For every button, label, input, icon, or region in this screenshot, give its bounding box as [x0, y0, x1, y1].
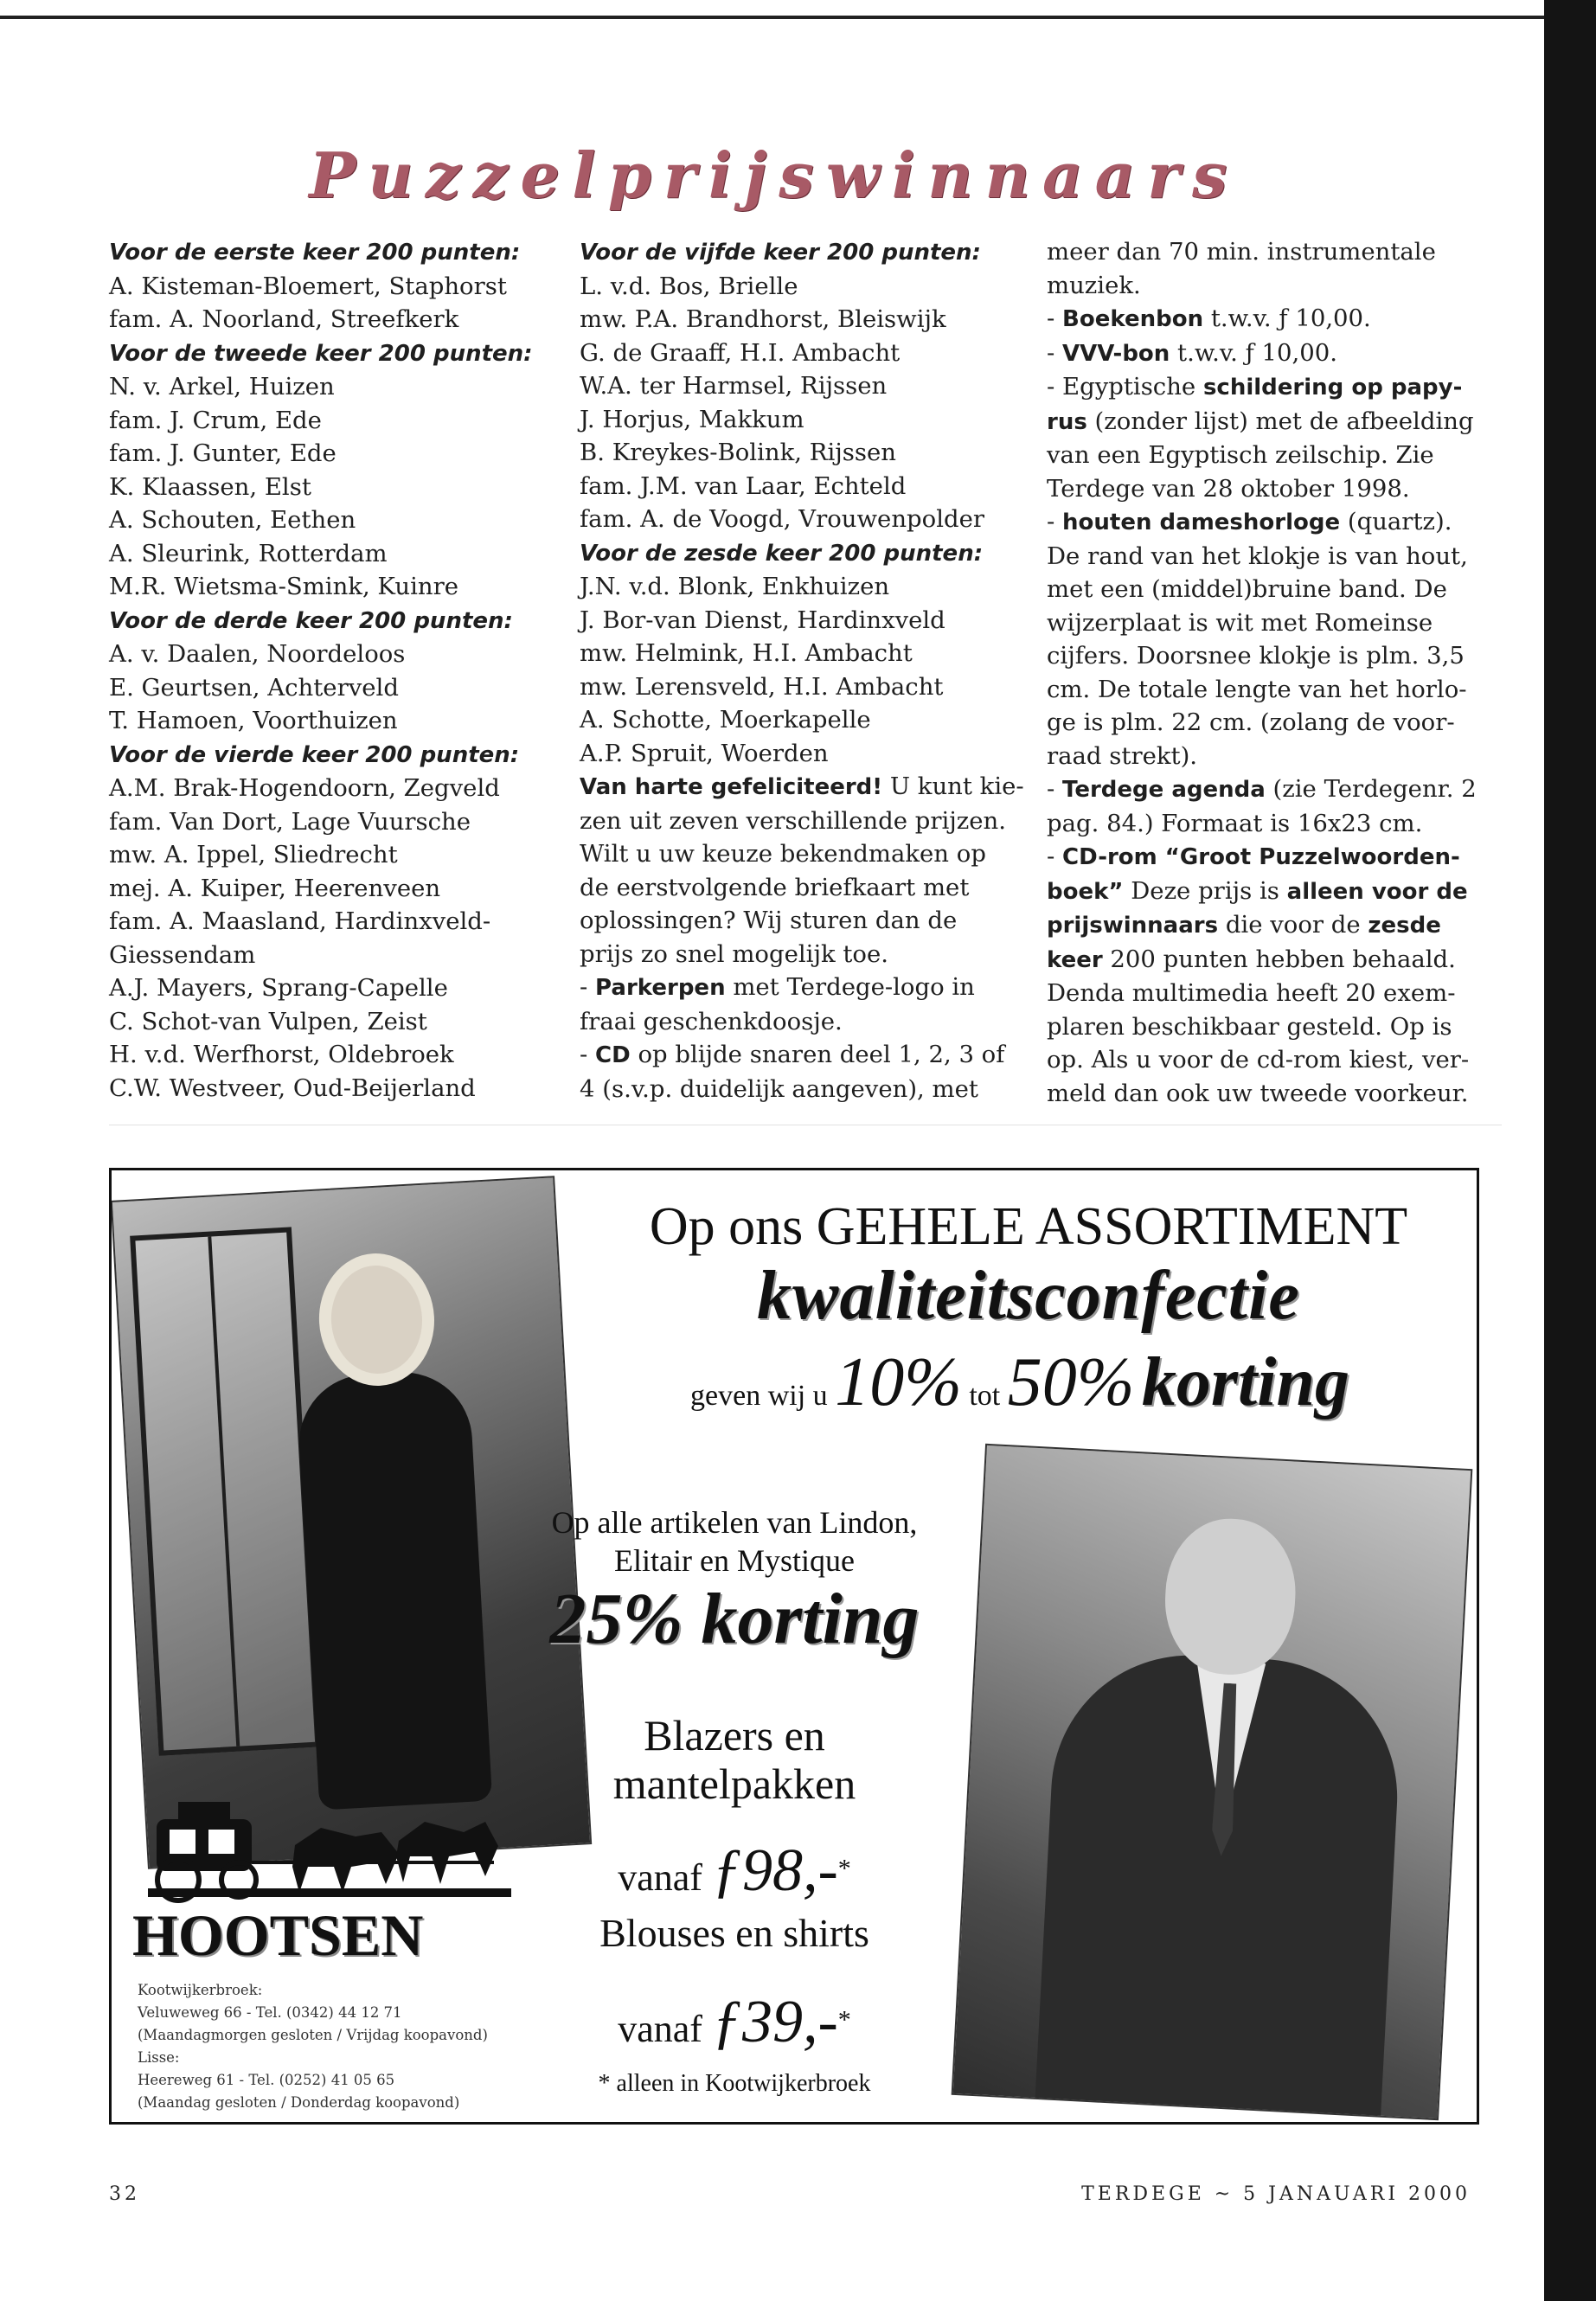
text-line	[580, 637, 1064, 670]
text: prijs zo snel mogelijk toe.	[580, 939, 889, 968]
text: Terdege van 28 oktober 1998.	[1047, 474, 1410, 503]
text-line	[109, 805, 593, 839]
text-line	[1047, 505, 1531, 540]
text-line	[109, 270, 593, 304]
ad-headline: Op ons GEHELE ASSORTIMENT	[649, 1197, 1408, 1256]
ad-footnote: * alleen in Kootwijkerbroek	[598, 2070, 871, 2097]
text: G. de Graaff, H.I. Ambacht	[580, 338, 901, 367]
bold-text: schildering op papy-	[1202, 375, 1463, 401]
text-line	[109, 905, 593, 939]
price-amount: ƒ98,-	[711, 1837, 838, 1904]
text: mej. A. Kuiper, Heerenveen	[109, 874, 441, 902]
text-line	[1047, 1077, 1531, 1111]
text: plaren beschikbaar gesteld. Op is	[1047, 1012, 1452, 1041]
text-line	[1047, 1043, 1531, 1077]
text: fam. Van Dort, Lage Vuursche	[109, 807, 471, 836]
page-title: Puzzelprijswinnaars	[309, 138, 1240, 212]
column-3	[1047, 235, 1531, 1110]
ad-brand-discount: 25% korting	[549, 1579, 920, 1659]
text-line	[580, 737, 1064, 771]
address-line: Kootwijkerbroek:	[138, 1982, 263, 1998]
ad-discount-line	[561, 1343, 1478, 1422]
address-line: (Maandagmorgen gesloten / Vrijdag koopavond)	[138, 2027, 488, 2043]
text: -	[1047, 508, 1063, 535]
text: Deze prijs is	[1123, 876, 1287, 905]
woman-head	[329, 1263, 426, 1376]
text: J. Bor-van Dienst, Hardinxveld	[580, 606, 945, 634]
text-line	[109, 1072, 593, 1106]
text: B. Kreykes-Bolink, Rijssen	[580, 439, 896, 466]
text: de eerstvolgende briefkaart met	[580, 873, 970, 901]
text: Denda multimedia heeft 20 exem-	[1047, 979, 1456, 1007]
text: mw. Helmink, H.I. Ambacht	[580, 639, 913, 667]
photo-man	[952, 1444, 1473, 2120]
text-line	[580, 670, 1064, 704]
text-line	[109, 1038, 596, 1072]
discount-word: korting	[1141, 1344, 1349, 1420]
text-line	[580, 470, 1064, 503]
blazers-line: mantelpakken	[612, 1759, 856, 1808]
text-line	[109, 303, 593, 336]
blazers-line: Blazers en	[644, 1711, 825, 1759]
text-line	[580, 536, 1064, 571]
text-line	[1047, 472, 1531, 506]
text-line	[1047, 439, 1531, 472]
text-line	[109, 336, 593, 371]
bold-text: CD	[595, 1042, 631, 1068]
text: oplossingen? Wij sturen dan de	[580, 907, 958, 934]
text-line	[1047, 673, 1531, 707]
publication-line: TERDEGE ~ 5 JANAUARI 2000	[1081, 2183, 1471, 2205]
text: mw. Lerensveld, H.I. Ambacht	[580, 672, 944, 701]
bold-text: boek”	[1047, 878, 1124, 905]
text: A.J. Mayers, Sprang-Capelle	[109, 974, 448, 1002]
text: A. Kisteman-Bloemert, Staphorst	[109, 272, 507, 300]
text-line	[109, 872, 593, 906]
text: A. Sleurink, Rotterdam	[109, 539, 388, 567]
text-line	[1047, 573, 1531, 606]
column-1	[109, 235, 596, 1105]
text: A.M. Brak-Hogendoorn, Zegveld	[109, 774, 500, 802]
scan-edge-top	[0, 16, 1548, 19]
man-head	[1162, 1516, 1299, 1678]
text-line	[580, 703, 1064, 737]
ad-brands	[492, 1503, 977, 1580]
text: J.N. v.d. Blonk, Enkhuizen	[580, 573, 890, 600]
text-line	[1047, 370, 1531, 405]
text: met Terdege-logo in	[725, 973, 975, 1001]
bold-text: Boekenbon	[1062, 306, 1204, 332]
text-line	[1047, 1010, 1531, 1044]
bold-text: CD-rom “Groot Puzzelwoorden-	[1062, 844, 1460, 870]
bold-text: rus	[1047, 408, 1087, 435]
text-line	[1047, 405, 1531, 439]
text-line	[580, 938, 1064, 971]
text: -	[1047, 338, 1063, 367]
text-line	[109, 537, 593, 571]
text-line	[109, 604, 593, 638]
text: A. Schouten, Eethen	[109, 506, 356, 534]
text: A. v. Daalen, Noordeloos	[109, 640, 406, 668]
text-line	[109, 1005, 593, 1039]
text: t.w.v. ƒ 10,00.	[1203, 304, 1371, 332]
bold-text: VVV-bon	[1062, 340, 1170, 367]
text: W.A. ter Harmsel, Rijssen	[580, 372, 888, 400]
bold-text: alleen voor de	[1286, 878, 1468, 905]
bold-text: zesde	[1368, 913, 1441, 939]
text: meer dan 70 min. instrumentale	[1047, 238, 1436, 266]
text: -	[580, 973, 596, 1001]
text-line	[109, 503, 593, 537]
text: T. Hamoen, Voorthuizen	[109, 707, 398, 734]
text: fam. A. Maasland, Hardinxveld-	[109, 907, 491, 935]
text-line	[580, 570, 1064, 604]
text: fam. J. Gunter, Ede	[109, 439, 337, 467]
text-line	[1047, 639, 1531, 673]
bold-text: prijswinnaars	[1047, 913, 1219, 939]
text-line	[580, 503, 1064, 536]
text: mw. P.A. Brandhorst, Bleiswijk	[580, 305, 946, 333]
text-line	[1047, 606, 1531, 640]
text: Wilt u uw keuze bekendmaken op	[580, 840, 986, 868]
text: H. v.d. Werfhorst, Oldebroek	[109, 1041, 454, 1068]
text-line	[580, 369, 1064, 403]
text: - Egyptische	[1047, 373, 1203, 401]
text: K. Klaassen, Elst	[109, 472, 311, 501]
text-line	[580, 270, 1064, 304]
text-line	[1047, 540, 1531, 574]
text-line	[580, 235, 1064, 270]
text-line	[1047, 840, 1531, 875]
text: zen uit zeven verschillende prijzen.	[580, 806, 1006, 835]
text: A. Schotte, Moerkapelle	[580, 706, 871, 734]
text-line	[580, 770, 1064, 804]
text-line	[1047, 908, 1531, 943]
text: meld dan ook uw tweede voorkeur.	[1047, 1079, 1469, 1107]
text-line	[580, 1038, 1064, 1073]
text: fam. J.M. van Laar, Echteld	[580, 471, 907, 500]
text-line	[580, 837, 1064, 871]
price-mark: *	[837, 2005, 851, 2035]
text: De rand van het klokje is van hout,	[1047, 542, 1468, 570]
text: mw. A. Ippel, Sliedrecht	[109, 841, 398, 868]
text: muziek.	[1047, 271, 1141, 299]
text-line	[580, 904, 1064, 938]
discount-to: tot	[969, 1380, 1001, 1412]
text-line	[109, 570, 593, 604]
text: E. Geurtsen, Achterveld	[109, 673, 399, 702]
text-line	[109, 838, 593, 872]
text-line	[580, 303, 1064, 336]
text: C.W. Westveer, Oud-Beijerland	[109, 1074, 476, 1102]
text-line	[1047, 943, 1531, 977]
address-line: Veluweweg 66 - Tel. (0342) 44 12 71	[138, 2004, 402, 2021]
text-line	[1047, 269, 1531, 303]
text: (zonder lijst) met de afbeelding	[1086, 407, 1474, 435]
carriage-logo-icon	[131, 1793, 511, 1906]
text-line	[580, 403, 1064, 437]
text-line	[1047, 706, 1531, 740]
text-line	[109, 638, 593, 671]
text-line	[109, 738, 593, 772]
text-line	[109, 404, 593, 438]
text-line	[109, 704, 593, 738]
text-line	[580, 1073, 1064, 1106]
hootsen-advertisement	[109, 1168, 1479, 2125]
text-line	[109, 939, 593, 972]
ad-blouses: Blouses en shirts	[599, 1911, 869, 1955]
text-line	[1047, 302, 1531, 336]
bold-text: Terdege agenda	[1062, 777, 1266, 803]
door-shape	[130, 1227, 320, 1756]
bold-text: Van harte gefeliciteerd!	[580, 774, 883, 800]
brand-name: HOOTSEN	[132, 1902, 424, 1968]
bold-text: keer	[1047, 946, 1103, 973]
text: ge is plm. 22 cm. (zolang de voor-	[1047, 708, 1455, 736]
text-line	[580, 436, 1064, 470]
text: Giessendam	[109, 940, 256, 969]
text-line	[580, 1005, 1064, 1039]
text: L. v.d. Bos, Brielle	[580, 272, 798, 300]
text: fam. J. Crum, Ede	[109, 406, 322, 434]
text: -	[1047, 775, 1063, 803]
text-line	[580, 971, 1064, 1005]
text-line	[1047, 807, 1531, 841]
text-line	[109, 471, 593, 504]
text-line	[580, 871, 1064, 905]
woman-figure	[296, 1368, 493, 1810]
text-line	[109, 437, 593, 471]
text: J. Horjus, Makkum	[580, 405, 804, 433]
text: met een (middel)bruine band. De	[1047, 575, 1447, 603]
text-line	[1047, 740, 1531, 773]
text: t.w.v. ƒ 10,00.	[1170, 338, 1337, 367]
discount-min: 10%	[835, 1344, 962, 1420]
text: -	[1047, 843, 1063, 870]
text: C. Schot-van Vulpen, Zeist	[109, 1007, 427, 1035]
text: 200 punten hebben behaald.	[1102, 945, 1456, 973]
text: -	[1047, 304, 1063, 332]
text-line	[109, 772, 593, 805]
discount-max: 50%	[1007, 1344, 1135, 1420]
address-line: Lisse:	[138, 2049, 180, 2066]
price-mark: *	[837, 1854, 851, 1883]
scan-edge-right	[1544, 0, 1596, 2301]
text: op. Als u voor de cd-rom kiest, ver-	[1047, 1046, 1470, 1074]
text: A.P. Spruit, Woerden	[580, 739, 829, 767]
store-addresses	[138, 1979, 535, 2114]
text: U kunt kie-	[882, 772, 1024, 800]
text-line	[109, 971, 596, 1005]
section-heading: Voor de zesde keer 200 punten:	[580, 540, 984, 567]
text: van een Egyptisch zeilschip. Zie	[1047, 441, 1434, 469]
text: -	[580, 1041, 596, 1068]
price-prefix: vanaf	[618, 1856, 702, 1899]
text: wijzerplaat is wit met Romeinse	[1047, 608, 1433, 637]
text: pag. 84.) Formaat is 16x23 cm.	[1047, 809, 1423, 837]
text: N. v. Arkel, Huizen	[109, 373, 335, 401]
text-line	[1047, 235, 1531, 269]
text-line	[109, 671, 593, 705]
bold-text: Parkerpen	[595, 975, 726, 1001]
address-line: (Maandag gesloten / Donderdag koopavond)	[138, 2094, 460, 2111]
section-heading: Voor de vijfde keer 200 punten:	[580, 240, 981, 266]
bold-text: houten dameshorloge	[1062, 510, 1341, 535]
section-heading: Voor de derde keer 200 punten:	[109, 607, 513, 634]
text: cijfers. Doorsnee klokje is plm. 3,5	[1047, 642, 1465, 670]
section-heading: Voor de vierde keer 200 punten:	[109, 741, 520, 768]
column-2	[580, 235, 1064, 1106]
brands-line: Elitair en Mystique	[614, 1543, 855, 1578]
text-line	[109, 235, 593, 270]
text: die voor de	[1218, 911, 1368, 939]
price-blazers	[492, 1836, 977, 1906]
text-line	[580, 336, 1064, 370]
text: raad strekt).	[1047, 741, 1198, 770]
text-line	[109, 370, 593, 404]
text: fraai geschenkdoosje.	[580, 1007, 843, 1035]
price-amount: ƒ39,-	[711, 1989, 838, 2055]
text-line	[1047, 875, 1531, 909]
text-line	[1047, 336, 1531, 371]
text: 4 (s.v.p. duidelijk aangeven), met	[580, 1074, 978, 1103]
text: (zie Terdegenr. 2	[1265, 775, 1477, 803]
text-line	[580, 804, 1064, 838]
brands-line: Op alle artikelen van Lindon,	[551, 1505, 918, 1540]
section-heading: Voor de tweede keer 200 punten:	[109, 340, 533, 367]
text: fam. A. de Voogd, Vrouwenpolder	[580, 505, 985, 533]
text: op blijde snaren deel 1, 2, 3 of	[630, 1041, 1005, 1068]
price-prefix: vanaf	[618, 2008, 702, 2050]
text: (quartz).	[1340, 508, 1452, 535]
price-blouses	[492, 1988, 977, 2057]
ad-blazers	[492, 1711, 977, 1808]
text-line	[1047, 772, 1531, 807]
text: fam. A. Noorland, Streefkerk	[109, 305, 459, 333]
address-line: Heereweg 61 - Tel. (0252) 41 05 65	[138, 2072, 395, 2088]
text-line	[1047, 977, 1531, 1010]
text: cm. De totale lengte van het horlo-	[1047, 675, 1467, 703]
text: M.R. Wietsma-Smink, Kuinre	[109, 573, 459, 600]
page-number: 32	[109, 2183, 140, 2205]
discount-text: geven wij u	[690, 1380, 828, 1412]
text-line	[580, 604, 1064, 638]
section-heading: Voor de eerste keer 200 punten:	[109, 240, 521, 266]
ad-subheadline: kwaliteitsconfectie	[757, 1258, 1300, 1334]
